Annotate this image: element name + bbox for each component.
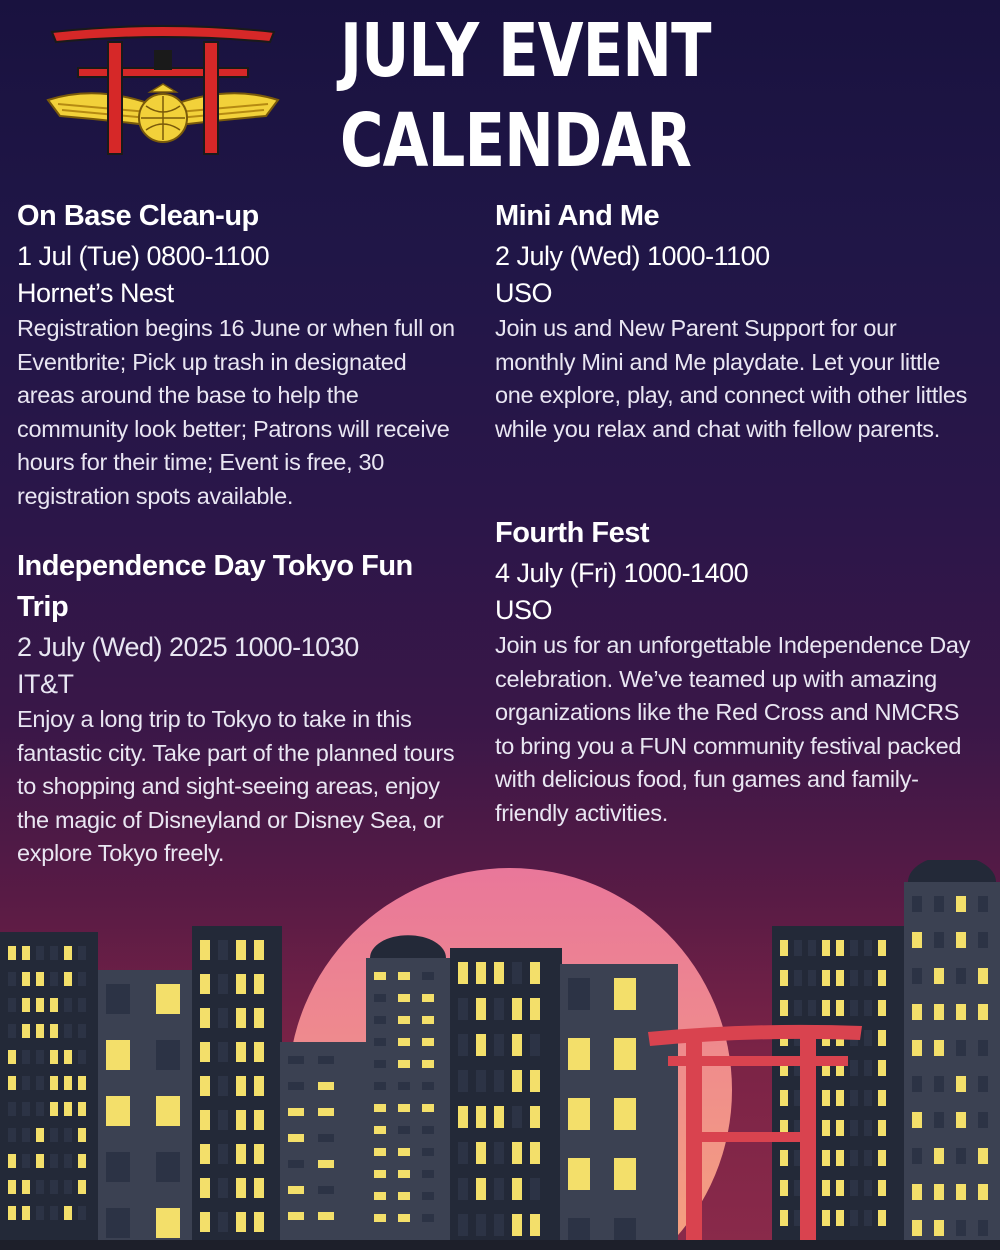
building	[192, 926, 282, 1250]
event-location: USO	[495, 595, 553, 625]
building	[450, 948, 562, 1250]
building	[280, 1042, 366, 1250]
page-title-line-1: JULY EVENT	[340, 8, 711, 94]
event-title: Independence Day Tokyo Fun Trip	[17, 550, 413, 623]
building	[904, 860, 1000, 1250]
event-card-fourth-fest	[495, 513, 975, 830]
event-date: 2 July (Wed) 2025 1000-1030	[17, 632, 359, 662]
event-date: 2 July (Wed) 1000-1100	[495, 241, 770, 271]
event-date: 4 July (Fri) 1000-1400	[495, 558, 749, 588]
event-description: Join us and New Parent Support for our monthly Mini and Me playdate. Let your little one explore, play, and connect with other littles while you relax and chat with fellow parents.	[495, 315, 968, 442]
event-card-mini-and-me	[495, 196, 975, 446]
event-title: Mini And Me	[495, 200, 660, 232]
building	[560, 964, 678, 1250]
torii-gate-winged-emblem-icon	[38, 22, 288, 162]
event-description: Registration begins 16 June or when full on Eventbrite; Pick up trash in designated areas around the base to help the community look better; Patrons will receive hours for their time; Event is free, 30 registration spots available.	[17, 315, 455, 509]
event-description: Enjoy a long trip to Tokyo to take in this fantastic city. Take part of the planned tours to shopping and sight-seeing areas, enjoy the magic of Disneyland or Disney Sea, or explore Tokyo freely.	[17, 706, 455, 866]
event-location: USO	[495, 278, 553, 308]
building	[98, 970, 194, 1250]
event-date: 1 Jul (Tue) 0800-1100	[17, 241, 270, 271]
building	[0, 932, 98, 1250]
building	[366, 935, 450, 1250]
building	[772, 926, 904, 1250]
event-title: On Base Clean-up	[17, 200, 259, 232]
page-title-line-2: CALENDAR	[340, 98, 692, 184]
event-title: Fourth Fest	[495, 517, 649, 549]
event-card-tokyo-fun-trip	[17, 546, 462, 871]
event-location: IT&T	[17, 669, 74, 699]
event-location: Hornet’s Nest	[17, 278, 174, 308]
event-card-on-base-cleanup	[17, 196, 462, 513]
event-description: Join us for an unforgettable Independence Day celebration. We’ve teamed up with amazing organizations like the Red Cross and NMCRS to bring you a FUN community festival packed with delicious food, fun games and family-friendly activities.	[495, 632, 971, 826]
city-skyline-sunset-torii-illustration	[0, 860, 1000, 1250]
